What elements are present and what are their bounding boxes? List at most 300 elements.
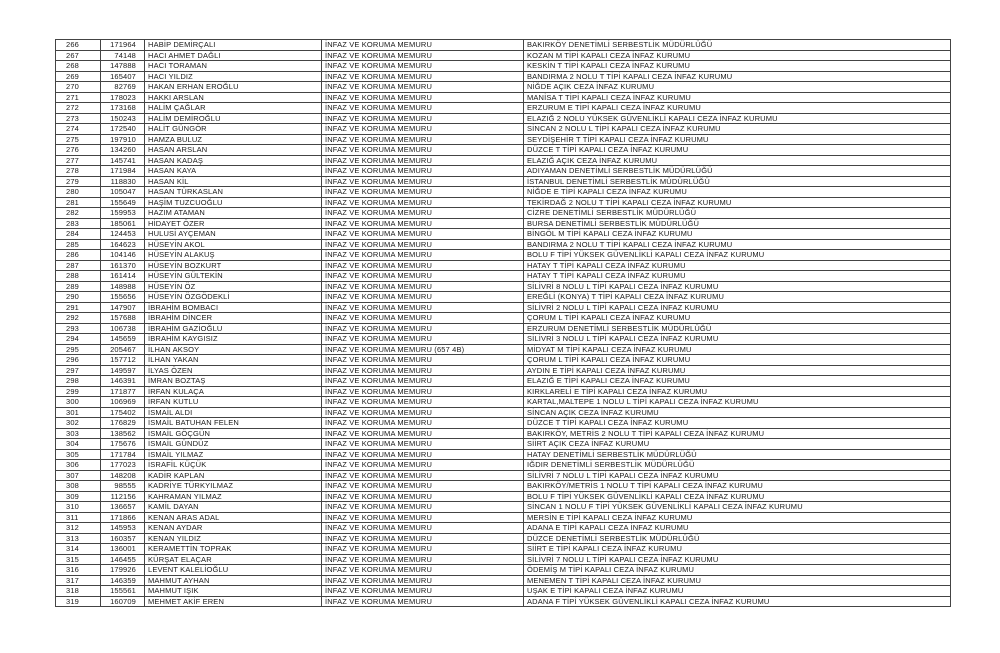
title-cell: İNFAZ VE KORUMA MEMURU <box>322 449 524 460</box>
table-row <box>56 344 951 355</box>
row-number-cell: 318 <box>56 586 101 597</box>
sicil-number-cell: 112156 <box>101 491 145 502</box>
full-name-cell: İSMAİL YILMAZ <box>145 449 322 460</box>
sicil-number-cell: 159953 <box>101 208 145 219</box>
sicil-number-cell: 105047 <box>101 187 145 198</box>
table-row <box>56 208 951 219</box>
full-name-cell: HALİM ÇAĞLAR <box>145 103 322 114</box>
full-name-cell: HAZIM ATAMAN <box>145 208 322 219</box>
title-cell: İNFAZ VE KORUMA MEMURU <box>322 544 524 555</box>
full-name-cell: KADRİYE TÜRKYILMAZ <box>145 481 322 492</box>
sicil-number-cell: 106738 <box>101 323 145 334</box>
institution-cell: BAKIRKÖY DENETİMLİ SERBESTLİK MÜDÜRLÜĞÜ <box>524 40 951 51</box>
institution-cell: HATAY DENETİMLİ SERBESTLİK MÜDÜRLÜĞÜ <box>524 449 951 460</box>
institution-cell: ERZURUM E TİPİ KAPALI CEZA İNFAZ KURUMU <box>524 103 951 114</box>
row-number-cell: 310 <box>56 502 101 513</box>
table-row <box>56 439 951 450</box>
sicil-number-cell: 147888 <box>101 61 145 72</box>
table-row <box>56 113 951 124</box>
sicil-number-cell: 164623 <box>101 239 145 250</box>
row-number-cell: 301 <box>56 407 101 418</box>
table-row <box>56 481 951 492</box>
sicil-number-cell: 165407 <box>101 71 145 82</box>
full-name-cell: HÜSEYİN BOZKURT <box>145 260 322 271</box>
full-name-cell: KENAN YILDIZ <box>145 533 322 544</box>
institution-cell: SEYDİŞEHİR T TİPİ KAPALI CEZA İNFAZ KURUMU <box>524 134 951 145</box>
full-name-cell: KÜRŞAT ELAÇAR <box>145 554 322 565</box>
full-name-cell: KAHRAMAN YILMAZ <box>145 491 322 502</box>
row-number-cell: 272 <box>56 103 101 114</box>
title-cell: İNFAZ VE KORUMA MEMURU <box>322 439 524 450</box>
row-number-cell: 311 <box>56 512 101 523</box>
sicil-number-cell: 104146 <box>101 250 145 261</box>
title-cell: İNFAZ VE KORUMA MEMURU <box>322 92 524 103</box>
table-row <box>56 554 951 565</box>
institution-cell: NİĞDE AÇIK CEZA İNFAZ KURUMU <box>524 82 951 93</box>
institution-cell: TEKİRDAĞ 2 NOLU T TİPİ KAPALI CEZA İNFAZ KURUMU <box>524 197 951 208</box>
institution-cell: BİNGÖL M TİPİ KAPALI CEZA İNFAZ KURUMU <box>524 229 951 240</box>
table-row <box>56 40 951 51</box>
institution-cell: CİZRE DENETİMLİ SERBESTLİK MÜDÜRLÜĞÜ <box>524 208 951 219</box>
title-cell: İNFAZ VE KORUMA MEMURU <box>322 113 524 124</box>
sicil-number-cell: 134260 <box>101 145 145 156</box>
row-number-cell: 284 <box>56 229 101 240</box>
institution-cell: KESKİN T TİPİ KAPALI CEZA İNFAZ KURUMU <box>524 61 951 72</box>
title-cell: İNFAZ VE KORUMA MEMURU <box>322 302 524 313</box>
table-row <box>56 155 951 166</box>
institution-cell: HATAY T TİPİ KAPALI CEZA İNFAZ KURUMU <box>524 260 951 271</box>
full-name-cell: HASAN KAYA <box>145 166 322 177</box>
full-name-cell: HALİT GÜNGÖR <box>145 124 322 135</box>
title-cell: İNFAZ VE KORUMA MEMURU <box>322 71 524 82</box>
full-name-cell: LEVENT KALELİOĞLU <box>145 565 322 576</box>
title-cell: İNFAZ VE KORUMA MEMURU <box>322 124 524 135</box>
full-name-cell: İBRAHİM DİNCER <box>145 313 322 324</box>
table-row <box>56 533 951 544</box>
row-number-cell: 274 <box>56 124 101 135</box>
title-cell: İNFAZ VE KORUMA MEMURU <box>322 502 524 513</box>
title-cell: İNFAZ VE KORUMA MEMURU <box>322 565 524 576</box>
full-name-cell: İBRAHİM KAYGISIZ <box>145 334 322 345</box>
full-name-cell: İBRAHİM BOMBACI <box>145 302 322 313</box>
table-row <box>56 302 951 313</box>
institution-cell: HATAY T TİPİ KAPALI CEZA İNFAZ KURUMU <box>524 271 951 282</box>
title-cell: İNFAZ VE KORUMA MEMURU <box>322 239 524 250</box>
sicil-number-cell: 197910 <box>101 134 145 145</box>
full-name-cell: İBRAHİM GAZİOĞLU <box>145 323 322 334</box>
table-row <box>56 92 951 103</box>
full-name-cell: MAHMUT IŞIK <box>145 586 322 597</box>
title-cell: İNFAZ VE KORUMA MEMURU <box>322 250 524 261</box>
title-cell: İNFAZ VE KORUMA MEMURU (657 4B) <box>322 344 524 355</box>
table-row <box>56 187 951 198</box>
row-number-cell: 299 <box>56 386 101 397</box>
title-cell: İNFAZ VE KORUMA MEMURU <box>322 187 524 198</box>
title-cell: İNFAZ VE KORUMA MEMURU <box>322 428 524 439</box>
sicil-number-cell: 171877 <box>101 386 145 397</box>
sicil-number-cell: 171964 <box>101 40 145 51</box>
title-cell: İNFAZ VE KORUMA MEMURU <box>322 523 524 534</box>
title-cell: İNFAZ VE KORUMA MEMURU <box>322 155 524 166</box>
title-cell: İNFAZ VE KORUMA MEMURU <box>322 166 524 177</box>
row-number-cell: 303 <box>56 428 101 439</box>
title-cell: İNFAZ VE KORUMA MEMURU <box>322 229 524 240</box>
sicil-number-cell: 176829 <box>101 418 145 429</box>
institution-cell: SİİRT E TİPİ KAPALI CEZA İNFAZ KURUMU <box>524 544 951 555</box>
full-name-cell: HASAN KİL <box>145 176 322 187</box>
row-number-cell: 304 <box>56 439 101 450</box>
full-name-cell: KAMİL DAYAN <box>145 502 322 513</box>
title-cell: İNFAZ VE KORUMA MEMURU <box>322 40 524 51</box>
title-cell: İNFAZ VE KORUMA MEMURU <box>322 145 524 156</box>
full-name-cell: İMRAN BOZTAŞ <box>145 376 322 387</box>
row-number-cell: 278 <box>56 166 101 177</box>
full-name-cell: KERAMETTİN TOPRAK <box>145 544 322 555</box>
sicil-number-cell: 175402 <box>101 407 145 418</box>
table-row <box>56 586 951 597</box>
sicil-number-cell: 106969 <box>101 397 145 408</box>
row-number-cell: 290 <box>56 292 101 303</box>
full-name-cell: HACI YILDIZ <box>145 71 322 82</box>
table-row <box>56 575 951 586</box>
institution-cell: BOLU F TİPİ YÜKSEK GÜVENLİKLİ KAPALI CEZA İNFAZ KURUMU <box>524 250 951 261</box>
full-name-cell: KENAN AYDAR <box>145 523 322 534</box>
title-cell: İNFAZ VE KORUMA MEMURU <box>322 218 524 229</box>
sicil-number-cell: 145953 <box>101 523 145 534</box>
sicil-number-cell: 171784 <box>101 449 145 460</box>
sicil-number-cell: 136657 <box>101 502 145 513</box>
institution-cell: BAKIRKÖY/METRİS 1 NOLU T TİPİ KAPALI CEZA İNFAZ KURUMU <box>524 481 951 492</box>
table-row <box>56 397 951 408</box>
institution-cell: MENEMEN T TİPİ KAPALI CEZA İNFAZ KURUMU <box>524 575 951 586</box>
row-number-cell: 293 <box>56 323 101 334</box>
sicil-number-cell: 82769 <box>101 82 145 93</box>
row-number-cell: 276 <box>56 145 101 156</box>
table-row <box>56 460 951 471</box>
sicil-number-cell: 155649 <box>101 197 145 208</box>
row-number-cell: 308 <box>56 481 101 492</box>
row-number-cell: 268 <box>56 61 101 72</box>
sicil-number-cell: 157688 <box>101 313 145 324</box>
row-number-cell: 285 <box>56 239 101 250</box>
row-number-cell: 296 <box>56 355 101 366</box>
sicil-number-cell: 179926 <box>101 565 145 576</box>
row-number-cell: 319 <box>56 596 101 607</box>
institution-cell: EREĞLİ (KONYA) T TİPİ KAPALI CEZA İNFAZ KURUMU <box>524 292 951 303</box>
row-number-cell: 267 <box>56 50 101 61</box>
full-name-cell: HABİP DEMİRÇALI <box>145 40 322 51</box>
title-cell: İNFAZ VE KORUMA MEMURU <box>322 596 524 607</box>
table-row <box>56 145 951 156</box>
title-cell: İNFAZ VE KORUMA MEMURU <box>322 491 524 502</box>
title-cell: İNFAZ VE KORUMA MEMURU <box>322 197 524 208</box>
row-number-cell: 295 <box>56 344 101 355</box>
table-row <box>56 271 951 282</box>
institution-cell: BANDIRMA 2 NOLU T TİPİ KAPALI CEZA İNFAZ KURUMU <box>524 239 951 250</box>
table-row <box>56 229 951 240</box>
table-row <box>56 239 951 250</box>
sicil-number-cell: 161414 <box>101 271 145 282</box>
title-cell: İNFAZ VE KORUMA MEMURU <box>322 292 524 303</box>
full-name-cell: MAHMUT AYHAN <box>145 575 322 586</box>
title-cell: İNFAZ VE KORUMA MEMURU <box>322 281 524 292</box>
table-row <box>56 512 951 523</box>
row-number-cell: 281 <box>56 197 101 208</box>
full-name-cell: HACI AHMET DAĞLI <box>145 50 322 61</box>
full-name-cell: HAŞİM TUZCUOĞLU <box>145 197 322 208</box>
row-number-cell: 279 <box>56 176 101 187</box>
sicil-number-cell: 98555 <box>101 481 145 492</box>
institution-cell: İSTANBUL DENETİMLİ SERBESTLİK MÜDÜRLÜĞÜ <box>524 176 951 187</box>
sicil-number-cell: 160709 <box>101 596 145 607</box>
full-name-cell: İSMAİL GÖÇGÜN <box>145 428 322 439</box>
institution-cell: ELAZIĞ AÇIK CEZA İNFAZ KURUMU <box>524 155 951 166</box>
full-name-cell: HAKAN ERHAN EROĞLU <box>145 82 322 93</box>
title-cell: İNFAZ VE KORUMA MEMURU <box>322 407 524 418</box>
table-body <box>56 40 951 607</box>
title-cell: İNFAZ VE KORUMA MEMURU <box>322 586 524 597</box>
sicil-number-cell: 148988 <box>101 281 145 292</box>
sicil-number-cell: 124453 <box>101 229 145 240</box>
full-name-cell: İSRAFİL KÜÇÜK <box>145 460 322 471</box>
institution-cell: ERZURUM DENETİMLİ SERBESTLİK MÜDÜRLÜĞÜ <box>524 323 951 334</box>
full-name-cell: MEHMET AKİF EREN <box>145 596 322 607</box>
sicil-number-cell: 161370 <box>101 260 145 271</box>
full-name-cell: HÜSEYİN AKOL <box>145 239 322 250</box>
table-row <box>56 197 951 208</box>
title-cell: İNFAZ VE KORUMA MEMURU <box>322 334 524 345</box>
row-number-cell: 317 <box>56 575 101 586</box>
title-cell: İNFAZ VE KORUMA MEMURU <box>322 554 524 565</box>
full-name-cell: İLHAN YAKAN <box>145 355 322 366</box>
institution-cell: MİDYAT M TİPİ KAPALI CEZA İNFAZ KURUMU <box>524 344 951 355</box>
table-row <box>56 428 951 439</box>
table-row <box>56 218 951 229</box>
full-name-cell: HACI TORAMAN <box>145 61 322 72</box>
title-cell: İNFAZ VE KORUMA MEMURU <box>322 397 524 408</box>
table-row <box>56 281 951 292</box>
table-row <box>56 323 951 334</box>
institution-cell: SİLİVRİ 7 NOLU L TİPİ KAPALI CEZA İNFAZ KURUMU <box>524 470 951 481</box>
table-row <box>56 292 951 303</box>
full-name-cell: İSMAİL BATUHAN FELEN <box>145 418 322 429</box>
institution-cell: ÇORUM L TİPİ KAPALI CEZA İNFAZ KURUMU <box>524 313 951 324</box>
row-number-cell: 288 <box>56 271 101 282</box>
table-row <box>56 418 951 429</box>
sicil-number-cell: 173168 <box>101 103 145 114</box>
full-name-cell: HAKKI ARSLAN <box>145 92 322 103</box>
sicil-number-cell: 146359 <box>101 575 145 586</box>
table-row <box>56 176 951 187</box>
row-number-cell: 298 <box>56 376 101 387</box>
institution-cell: SİLİVRİ 7 NOLU L TİPİ KAPALI CEZA İNFAZ KURUMU <box>524 554 951 565</box>
title-cell: İNFAZ VE KORUMA MEMURU <box>322 575 524 586</box>
institution-cell: SİİRT AÇIK CEZA İNFAZ KURUMU <box>524 439 951 450</box>
title-cell: İNFAZ VE KORUMA MEMURU <box>322 365 524 376</box>
sicil-number-cell: 118830 <box>101 176 145 187</box>
table-row <box>56 491 951 502</box>
sicil-number-cell: 185061 <box>101 218 145 229</box>
institution-cell: SİNCAN AÇIK CEZA İNFAZ KURUMU <box>524 407 951 418</box>
institution-cell: UŞAK E TİPİ KAPALI CEZA İNFAZ KURUMU <box>524 586 951 597</box>
table-row <box>56 103 951 114</box>
table-row <box>56 365 951 376</box>
full-name-cell: HASAN TÜRKASLAN <box>145 187 322 198</box>
title-cell: İNFAZ VE KORUMA MEMURU <box>322 271 524 282</box>
institution-cell: ADANA F TİPİ YÜKSEK GÜVENLİKLİ KAPALI CEZA İNFAZ KURUMU <box>524 596 951 607</box>
row-number-cell: 314 <box>56 544 101 555</box>
sicil-number-cell: 150243 <box>101 113 145 124</box>
title-cell: İNFAZ VE KORUMA MEMURU <box>322 313 524 324</box>
full-name-cell: HAMZA BULUZ <box>145 134 322 145</box>
sicil-number-cell: 146391 <box>101 376 145 387</box>
institution-cell: ELAZIĞ E TİPİ KAPALI CEZA İNFAZ KURUMU <box>524 376 951 387</box>
institution-cell: KIRKLARELİ E TİPİ KAPALI CEZA İNFAZ KURUMU <box>524 386 951 397</box>
row-number-cell: 291 <box>56 302 101 313</box>
sicil-number-cell: 172540 <box>101 124 145 135</box>
table-row <box>56 82 951 93</box>
full-name-cell: İRFAN KUTLU <box>145 397 322 408</box>
row-number-cell: 289 <box>56 281 101 292</box>
institution-cell: DÜZCE DENETİMLİ SERBESTLİK MÜDÜRLÜĞÜ <box>524 533 951 544</box>
title-cell: İNFAZ VE KORUMA MEMURU <box>322 376 524 387</box>
sicil-number-cell: 138562 <box>101 428 145 439</box>
table-row <box>56 313 951 324</box>
sicil-number-cell: 147907 <box>101 302 145 313</box>
row-number-cell: 297 <box>56 365 101 376</box>
row-number-cell: 275 <box>56 134 101 145</box>
sicil-number-cell: 155656 <box>101 292 145 303</box>
table-row <box>56 565 951 576</box>
row-number-cell: 280 <box>56 187 101 198</box>
institution-cell: DÜZCE T TİPİ KAPALI CEZA İNFAZ KURUMU <box>524 145 951 156</box>
title-cell: İNFAZ VE KORUMA MEMURU <box>322 103 524 114</box>
institution-cell: SİLİVRİ 8 NOLU L TİPİ KAPALI CEZA İNFAZ KURUMU <box>524 281 951 292</box>
table-row <box>56 61 951 72</box>
sicil-number-cell: 149597 <box>101 365 145 376</box>
title-cell: İNFAZ VE KORUMA MEMURU <box>322 460 524 471</box>
table-row <box>56 50 951 61</box>
sicil-number-cell: 146455 <box>101 554 145 565</box>
title-cell: İNFAZ VE KORUMA MEMURU <box>322 481 524 492</box>
title-cell: İNFAZ VE KORUMA MEMURU <box>322 208 524 219</box>
institution-cell: IĞDIR DENETİMLİ SERBESTLİK MÜDÜRLÜĞÜ <box>524 460 951 471</box>
row-number-cell: 316 <box>56 565 101 576</box>
institution-cell: BURSA DENETİMLİ SERBESTLİK MÜDÜRLÜĞÜ <box>524 218 951 229</box>
row-number-cell: 273 <box>56 113 101 124</box>
title-cell: İNFAZ VE KORUMA MEMURU <box>322 260 524 271</box>
institution-cell: BAKIRKÖY, METRİS 2 NOLU T TİPİ KAPALI CEZA İNFAZ KURUMU <box>524 428 951 439</box>
table-row <box>56 71 951 82</box>
institution-cell: SİNCAN 2 NOLU L TİPİ KAPALI CEZA İNFAZ KURUMU <box>524 124 951 135</box>
institution-cell: KOZAN M TİPİ KAPALI CEZA İNFAZ KURUMU <box>524 50 951 61</box>
row-number-cell: 302 <box>56 418 101 429</box>
row-number-cell: 271 <box>56 92 101 103</box>
row-number-cell: 315 <box>56 554 101 565</box>
title-cell: İNFAZ VE KORUMA MEMURU <box>322 61 524 72</box>
sicil-number-cell: 205467 <box>101 344 145 355</box>
sicil-number-cell: 171984 <box>101 166 145 177</box>
row-number-cell: 312 <box>56 523 101 534</box>
full-name-cell: KADİR KAPLAN <box>145 470 322 481</box>
institution-cell: SİLİVRİ 2 NOLU L TİPİ KAPALI CEZA İNFAZ KURUMU <box>524 302 951 313</box>
full-name-cell: İRFAN KULAÇA <box>145 386 322 397</box>
table-row <box>56 124 951 135</box>
row-number-cell: 266 <box>56 40 101 51</box>
table-row <box>56 166 951 177</box>
full-name-cell: İSMAİL GÜNDÜZ <box>145 439 322 450</box>
institution-cell: SİNCAN 1 NOLU F TİPİ YÜKSEK GÜVENLİKLİ KAPALI CEZA İNFAZ KURUMU <box>524 502 951 513</box>
sicil-number-cell: 145659 <box>101 334 145 345</box>
sicil-number-cell: 145741 <box>101 155 145 166</box>
institution-cell: ÇORUM L TİPİ KAPALI CEZA İNFAZ KURUMU <box>524 355 951 366</box>
institution-cell: AYDIN E TİPİ KAPALI CEZA İNFAZ KURUMU <box>524 365 951 376</box>
row-number-cell: 313 <box>56 533 101 544</box>
full-name-cell: HALİM DEMİROĞLU <box>145 113 322 124</box>
institution-cell: DÜZCE T TİPİ KAPALI CEZA İNFAZ KURUMU <box>524 418 951 429</box>
sicil-number-cell: 178023 <box>101 92 145 103</box>
table-row <box>56 544 951 555</box>
full-name-cell: HÜSEYİN ALAKUŞ <box>145 250 322 261</box>
personnel-table <box>55 39 951 607</box>
title-cell: İNFAZ VE KORUMA MEMURU <box>322 512 524 523</box>
sicil-number-cell: 157712 <box>101 355 145 366</box>
row-number-cell: 300 <box>56 397 101 408</box>
row-number-cell: 270 <box>56 82 101 93</box>
row-number-cell: 282 <box>56 208 101 219</box>
institution-cell: ÖDEMİŞ M TİPİ KAPALI CEZA İNFAZ KURUMU <box>524 565 951 576</box>
title-cell: İNFAZ VE KORUMA MEMURU <box>322 134 524 145</box>
row-number-cell: 277 <box>56 155 101 166</box>
row-number-cell: 286 <box>56 250 101 261</box>
title-cell: İNFAZ VE KORUMA MEMURU <box>322 176 524 187</box>
full-name-cell: HİDAYET ÖZER <box>145 218 322 229</box>
sicil-number-cell: 175676 <box>101 439 145 450</box>
full-name-cell: KENAN ARAS ADAL <box>145 512 322 523</box>
sicil-number-cell: 155561 <box>101 586 145 597</box>
table-row <box>56 449 951 460</box>
row-number-cell: 305 <box>56 449 101 460</box>
title-cell: İNFAZ VE KORUMA MEMURU <box>322 50 524 61</box>
title-cell: İNFAZ VE KORUMA MEMURU <box>322 386 524 397</box>
institution-cell: ELAZIĞ 2 NOLU YÜKSEK GÜVENLİKLİ KAPALI CEZA İNFAZ KURUMU <box>524 113 951 124</box>
institution-cell: BANDIRMA 2 NOLU T TİPİ KAPALI CEZA İNFAZ KURUMU <box>524 71 951 82</box>
full-name-cell: HÜSEYİN GÜLTEKİN <box>145 271 322 282</box>
title-cell: İNFAZ VE KORUMA MEMURU <box>322 355 524 366</box>
table-row <box>56 334 951 345</box>
full-name-cell: HASAN KADAŞ <box>145 155 322 166</box>
institution-cell: KARTAL,MALTEPE 1 NOLU L TİPİ KAPALI CEZA İNFAZ KURUMU <box>524 397 951 408</box>
row-number-cell: 283 <box>56 218 101 229</box>
institution-cell: ADIYAMAN DENETİMLİ SERBESTLİK MÜDÜRLÜĞÜ <box>524 166 951 177</box>
institution-cell: NİĞDE E TİPİ KAPALI CEZA İNFAZ KURUMU <box>524 187 951 198</box>
full-name-cell: HASAN ARSLAN <box>145 145 322 156</box>
table-row <box>56 523 951 534</box>
title-cell: İNFAZ VE KORUMA MEMURU <box>322 82 524 93</box>
row-number-cell: 306 <box>56 460 101 471</box>
full-name-cell: HÜSEYİN ÖZGÖDEKLİ <box>145 292 322 303</box>
title-cell: İNFAZ VE KORUMA MEMURU <box>322 323 524 334</box>
table-row <box>56 407 951 418</box>
sicil-number-cell: 171866 <box>101 512 145 523</box>
full-name-cell: İSMAİL ALDI <box>145 407 322 418</box>
title-cell: İNFAZ VE KORUMA MEMURU <box>322 533 524 544</box>
full-name-cell: HULUSİ AYÇEMAN <box>145 229 322 240</box>
full-name-cell: HÜSEYİN ÖZ <box>145 281 322 292</box>
row-number-cell: 292 <box>56 313 101 324</box>
table-row <box>56 470 951 481</box>
row-number-cell: 307 <box>56 470 101 481</box>
